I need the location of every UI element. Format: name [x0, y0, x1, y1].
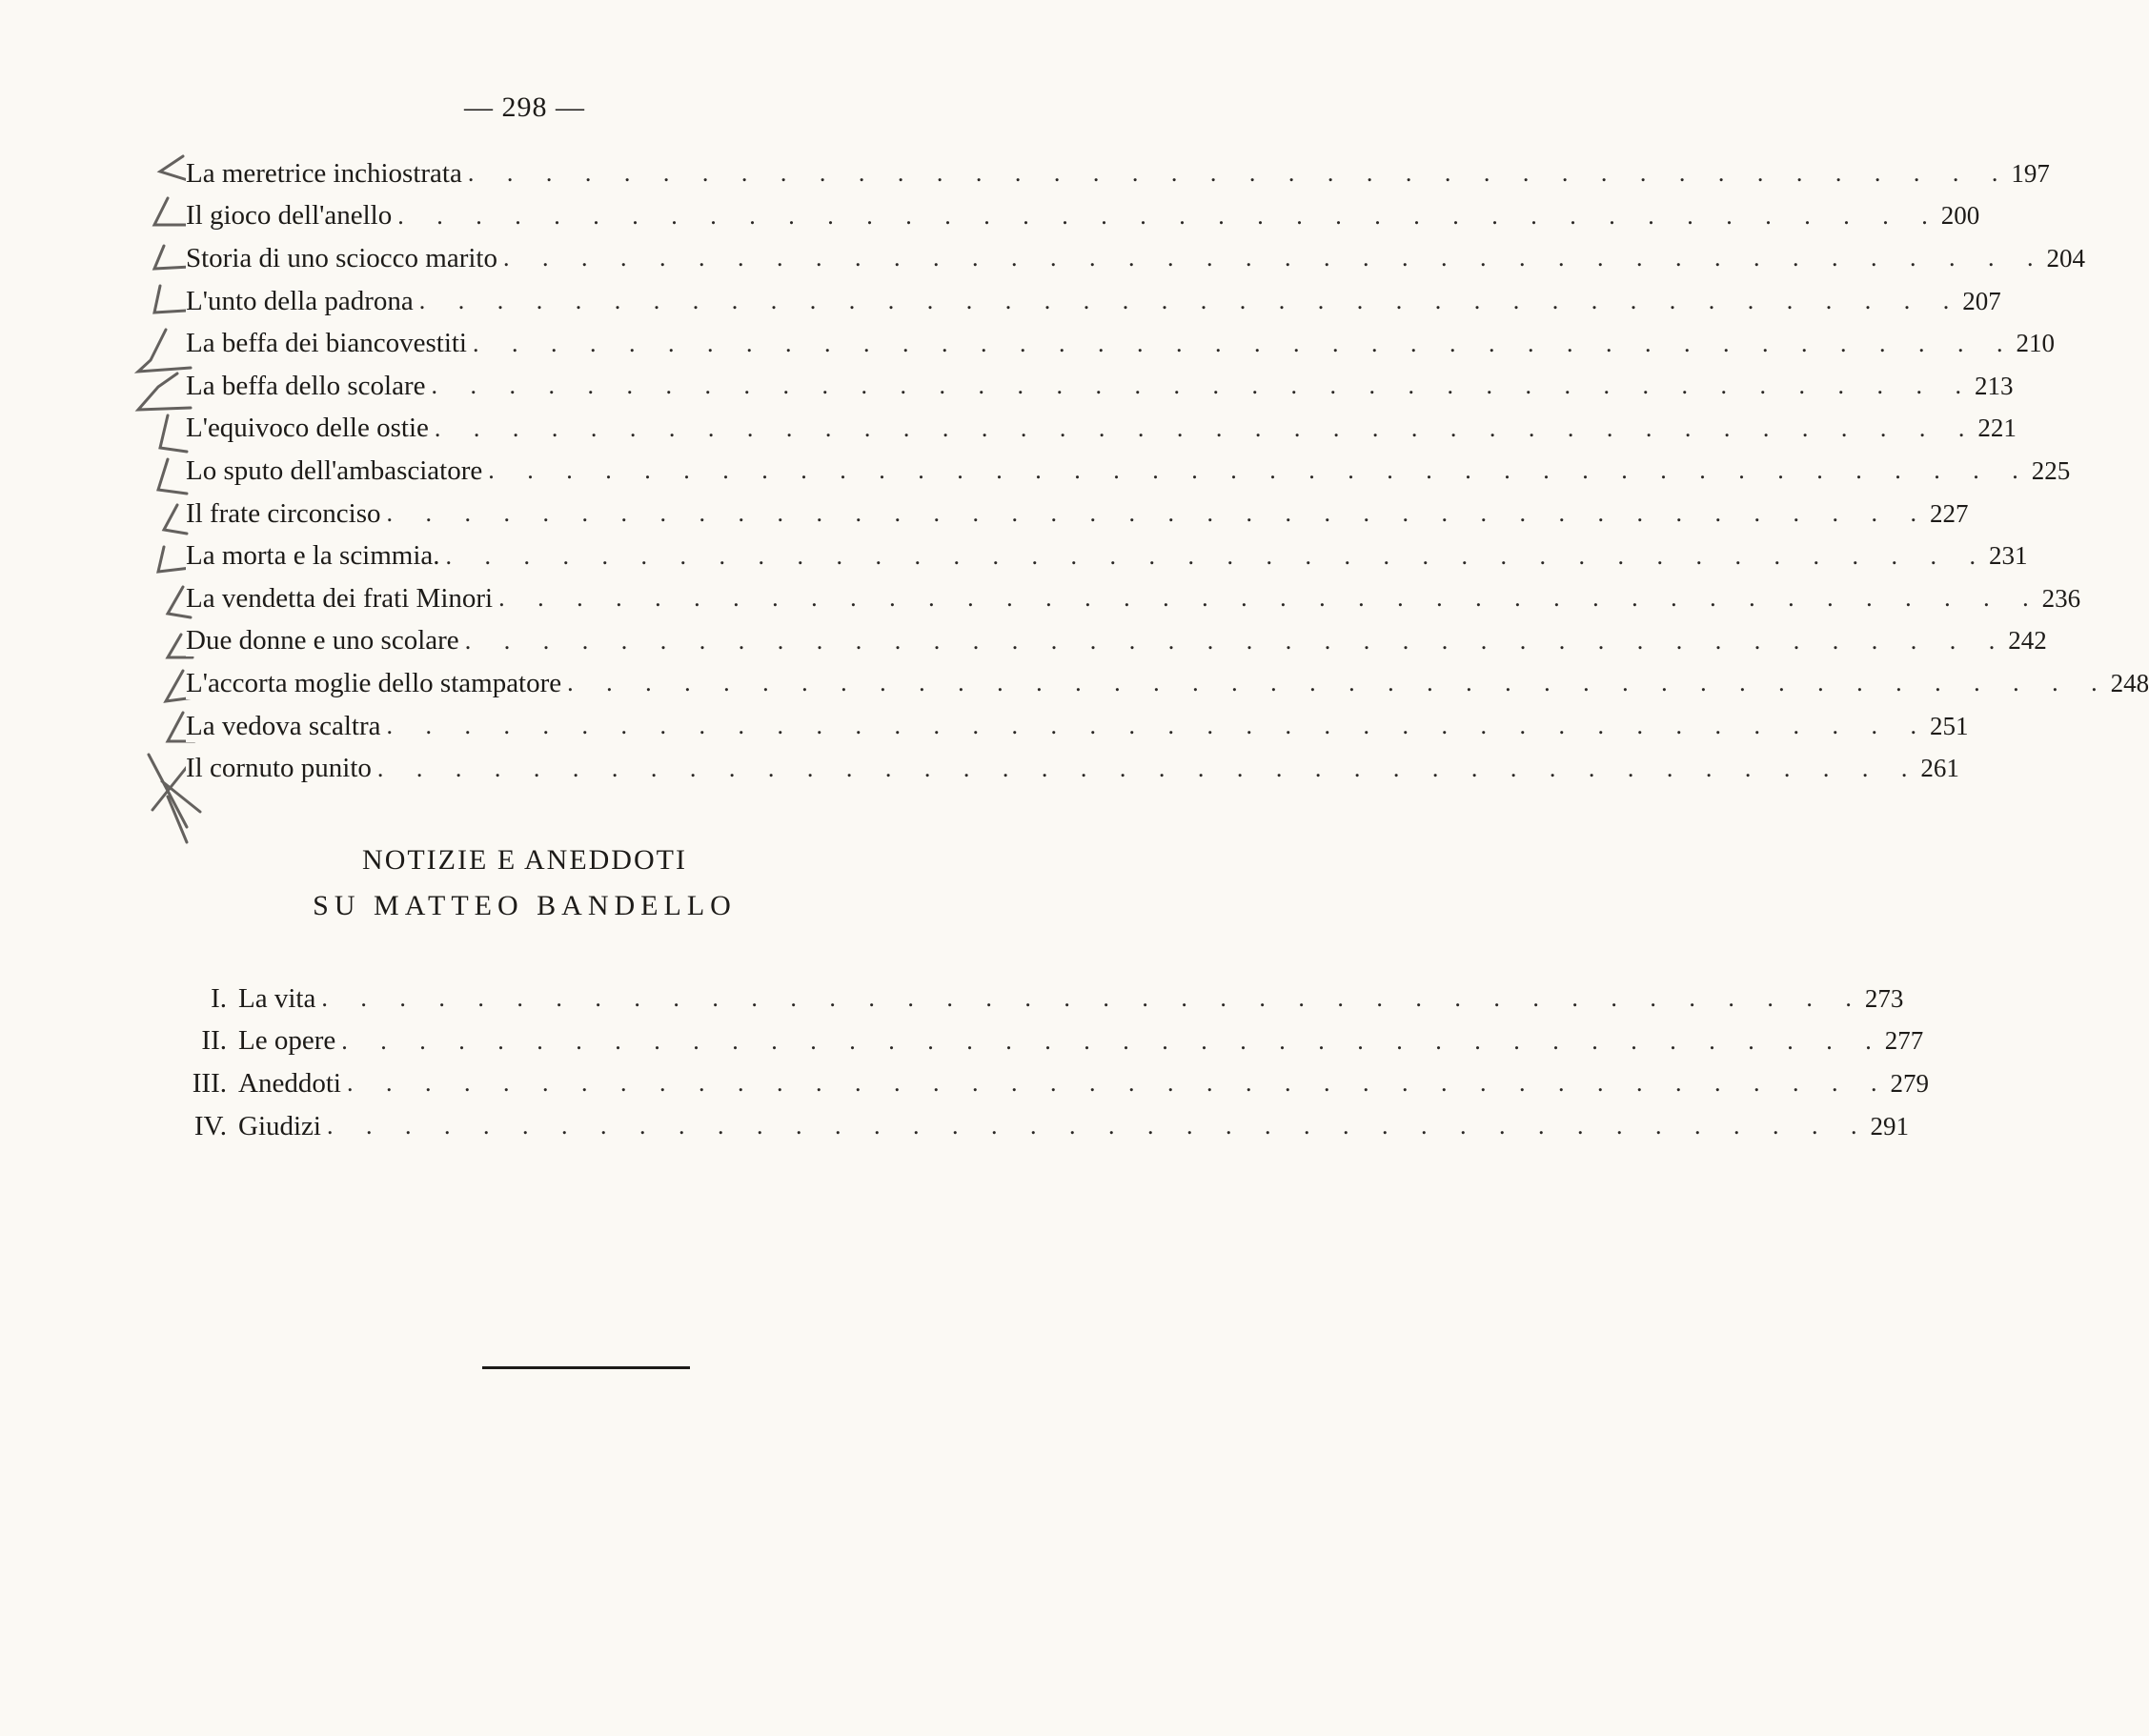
entry-page-number: 225: [2031, 455, 2071, 485]
entry-page-number: 204: [2046, 243, 2085, 273]
entry-page-number: 231: [1989, 541, 2028, 571]
dot-leader: . . . . . . . . . . . . . . . . . . . . . . . . . . . . . . . . . . . . . . . .: [386, 499, 1931, 528]
entry-title-text: La vita: [238, 982, 316, 1014]
toc-entry: [186, 450, 2071, 493]
entry-numeral: IV.: [193, 1110, 227, 1141]
section-subheading: SU MATTEO BANDELLO: [313, 890, 737, 921]
dot-leader: . . . . . . . . . . . . . . . . . . . . . . . . . . . . . . . . . . . . . . . .: [341, 1026, 1885, 1055]
dot-leader: . . . . . . . . . . . . . . . . . . . . . . . . . . . . . . . . . . . . . . . .: [376, 754, 1921, 782]
entry-numeral: III.: [192, 1067, 227, 1099]
entry-page-number: 277: [1884, 1026, 1924, 1056]
entry-numeral: I.: [211, 982, 227, 1014]
entry-title-text: Le opere: [238, 1025, 336, 1057]
pencil-mark: [154, 198, 189, 225]
pencil-mark: [164, 505, 187, 534]
entry-page-number: 273: [1864, 983, 1904, 1013]
entry-page-number: 210: [2016, 329, 2055, 358]
dot-leader: . . . . . . . . . . . . . . . . . . . . . . . . . . . . . . . . . . . . . . . .: [397, 201, 1941, 230]
dot-leader: . . . . . . . . . . . . . . . . . . . . . . . . . . . . . . . . . . . . . . . .: [431, 372, 1975, 400]
entry-title: La morta e la scimmia.: [186, 540, 446, 572]
pencil-mark: [154, 286, 186, 313]
entry-page-number: 279: [1890, 1068, 1929, 1098]
toc-entry: [186, 195, 1980, 238]
toc-entry: [186, 620, 2047, 663]
toc-entry: [186, 408, 2017, 451]
dot-leader: . . . . . . . . . . . . . . . . . . . . . . . . . . . . . . . . . . . . . . . .: [346, 1069, 1891, 1098]
dot-leader: . . . . . . . . . . . . . . . . . . . . . . . . . . . . . . . . . . . . . . . .: [386, 712, 1931, 740]
toc-entry: [181, 978, 1904, 1020]
entry-page-number: 227: [1930, 498, 1969, 528]
entry-title: La vedova scaltra: [186, 711, 387, 742]
entry-page-number: 291: [1870, 1111, 1909, 1141]
entry-page-number: 251: [1930, 711, 1969, 740]
entry-title: Due donne e uno scolare: [186, 625, 465, 656]
toc-entry: [186, 152, 2050, 195]
page-number: — 298 —: [464, 91, 585, 123]
dot-leader: . . . . . . . . . . . . . . . . . . . . . . . . . . . . . . . . . . . . . . . .: [498, 584, 2042, 613]
entry-title: La beffa dei biancovestiti: [186, 328, 473, 359]
toc-entry: [181, 1105, 1909, 1148]
entry-title: Il cornuto punito: [186, 753, 377, 784]
toc-entry: [186, 322, 2055, 365]
pencil-mark: [158, 459, 187, 494]
toc-entry: [186, 747, 1959, 790]
dot-leader: . . . . . . . . . . . . . . . . . . . . . . . . . . . . . . . . . . . . . . . .: [467, 159, 2012, 188]
pencil-mark: [138, 373, 191, 410]
dot-leader: . . . . . . . . . . . . . . . . . . . . . . . . . . . . . . . . . . . . . . . .: [445, 541, 1990, 570]
dot-leader: . . . . . . . . . . . . . . . . . . . . . . . . . . . . . . . . . . . . . . . .: [321, 984, 1865, 1013]
end-rule: [482, 1366, 690, 1369]
entry-title: L'accorta moglie dello stampatore: [186, 668, 567, 699]
entry-page-number: 213: [1974, 371, 2014, 400]
entry-page-number: 236: [2041, 583, 2081, 613]
entry-page-number: 197: [2011, 158, 2050, 188]
entry-page-number: 242: [2008, 626, 2047, 656]
toc-entry: [186, 662, 2149, 705]
toc-entry: [181, 1020, 1924, 1063]
entry-title: L'unto della padrona: [186, 286, 419, 317]
toc-entry: [186, 705, 1969, 748]
dot-leader: . . . . . . . . . . . . . . . . . . . . . . . . . . . . . . . . . . . . . . . .: [503, 244, 2047, 273]
entry-title: La meretrice inchiostrata: [186, 158, 468, 190]
toc-entry: [186, 280, 2001, 323]
dot-leader: . . . . . . . . . . . . . . . . . . . . . . . . . . . . . . . . . . . . . . . .: [488, 456, 2032, 485]
entry-title: Il frate circonciso: [186, 498, 387, 530]
entry-title: Il gioco dell'anello: [186, 200, 397, 232]
dot-leader: . . . . . . . . . . . . . . . . . . . . . . . . . . . . . . . . . . . . . . . .: [464, 626, 2009, 655]
dot-leader: . . . . . . . . . . . . . . . . . . . . . . . . . . . . . . . . . . . . . . . .: [434, 414, 1978, 442]
entry-title-text: Giudizi: [238, 1110, 321, 1141]
dot-leader: . . . . . . . . . . . . . . . . . . . . . . . . . . . . . . . . . . . . . . . .: [418, 287, 1963, 315]
entry-title: [181, 983, 321, 1015]
entry-page-number: 261: [1920, 754, 1959, 783]
toc-entry: [186, 365, 2014, 408]
entry-title: L'equivoco delle ostie: [186, 413, 435, 444]
entry-page-number: 221: [1977, 414, 2017, 443]
entry-title-text: Aneddoti: [238, 1067, 341, 1099]
section-heading: NOTIZIE E ANEDDOTI: [362, 844, 687, 876]
toc-entry: [186, 237, 2085, 280]
dot-leader: . . . . . . . . . . . . . . . . . . . . . . . . . . . . . . . . . . . . . . . .: [567, 669, 2111, 697]
entry-page-number: 248: [2110, 668, 2149, 697]
entry-title: [181, 1111, 327, 1142]
pencil-mark: [138, 330, 191, 372]
entry-page-number: 200: [1940, 201, 1980, 231]
toc-entry: [186, 577, 2081, 620]
entry-numeral: II.: [201, 1025, 227, 1057]
toc-entry: [186, 535, 2028, 577]
entry-title: La vendetta dei frati Minori: [186, 583, 498, 615]
entry-title: [181, 1025, 341, 1057]
entry-title: Lo sputo dell'ambasciatore: [186, 455, 488, 487]
toc-entry: [186, 493, 1969, 535]
toc-entry: [181, 1062, 1929, 1105]
entry-title: [181, 1068, 347, 1100]
table-of-contents: [186, 152, 2149, 790]
pencil-mark: [160, 415, 187, 452]
entry-title: La beffa dello scolare: [186, 371, 431, 402]
entry-title: Storia di uno sciocco marito: [186, 243, 503, 274]
entry-page-number: 207: [1962, 286, 2001, 315]
dot-leader: . . . . . . . . . . . . . . . . . . . . . . . . . . . . . . . . . . . . . . . .: [472, 329, 2017, 357]
appendix-contents: [181, 978, 1929, 1147]
dot-leader: . . . . . . . . . . . . . . . . . . . . . . . . . . . . . . . . . . . . . . . .: [327, 1112, 1871, 1141]
